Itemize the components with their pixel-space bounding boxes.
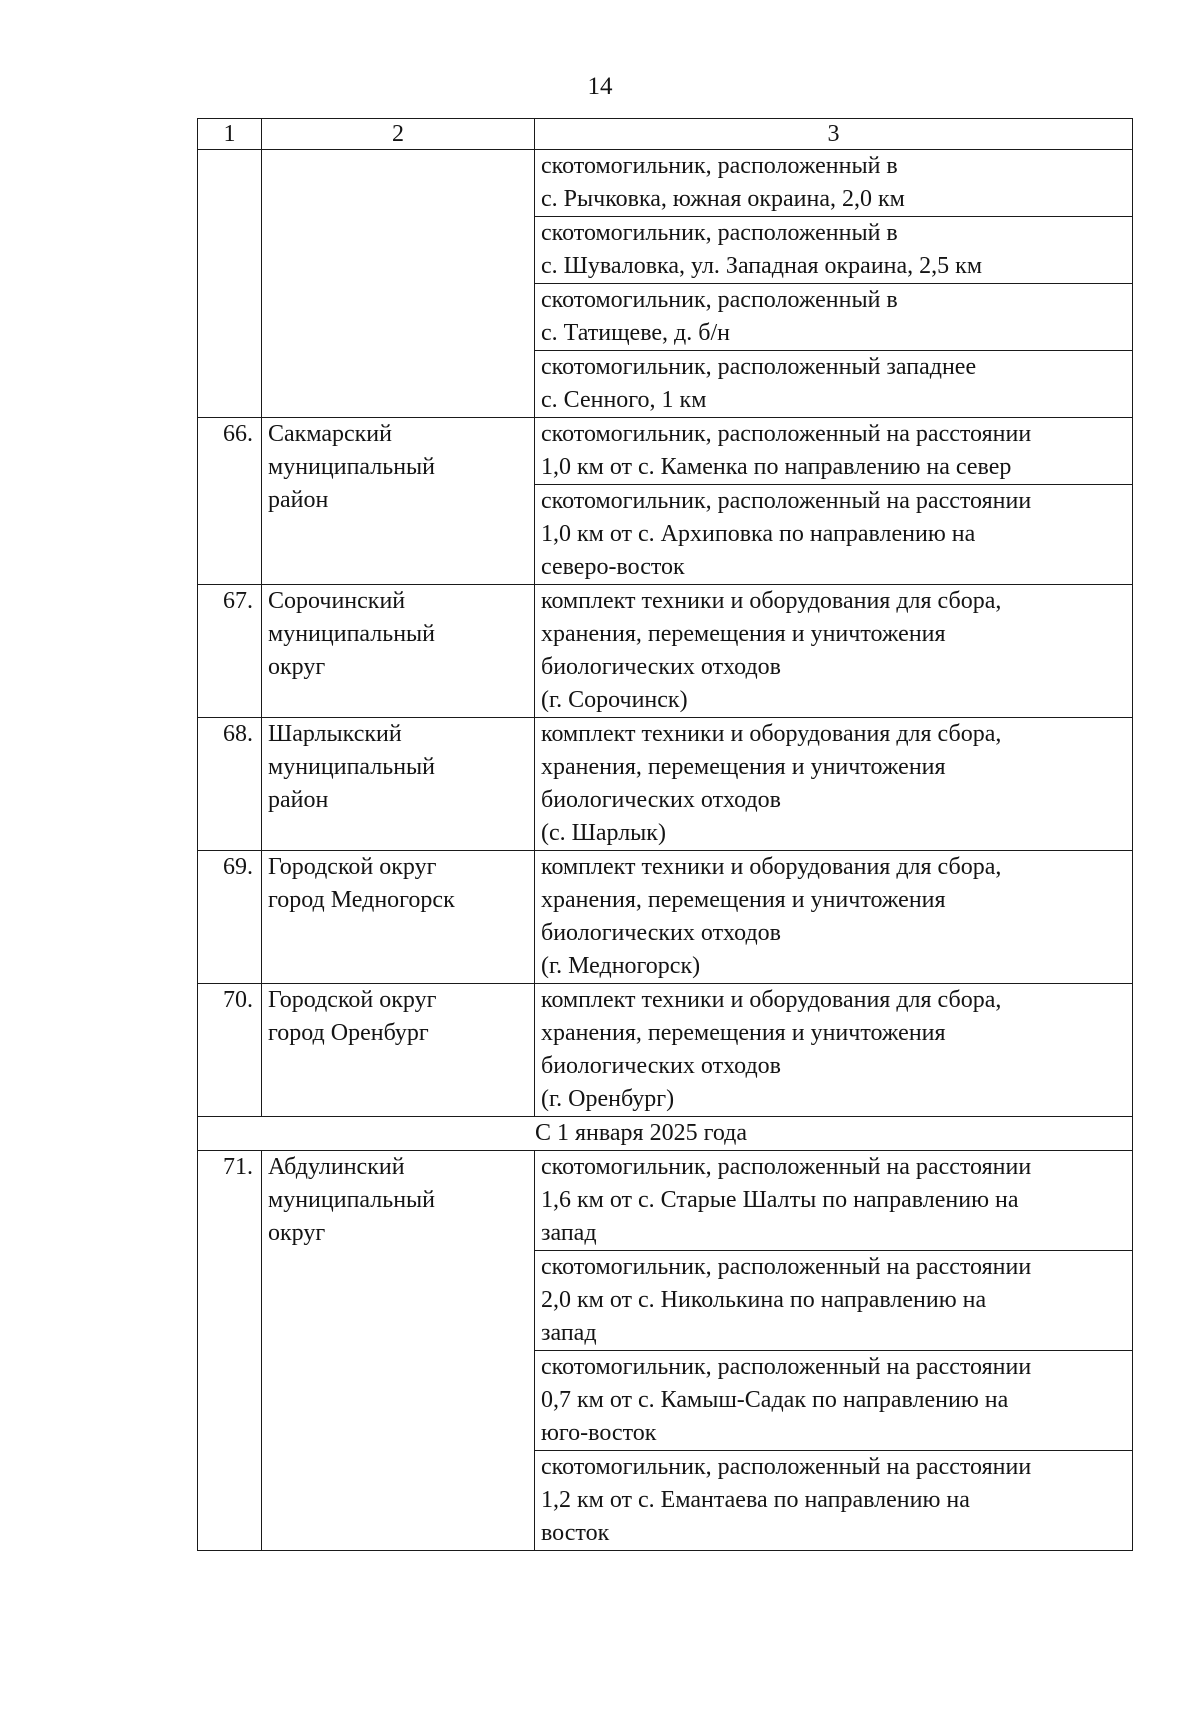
row-number-cell: 67. — [198, 585, 262, 718]
row-number-cell: 70. — [198, 984, 262, 1117]
district-cell: Городской округ город Медногорск — [262, 851, 535, 984]
table-row — [198, 718, 1133, 851]
table-row — [198, 851, 1133, 984]
facility-cell: скотомогильник, расположенный в с. Шуваловка, ул. Западная окраина, 2,5 км — [535, 217, 1133, 284]
column-header-2: 2 — [262, 119, 535, 150]
table-row — [198, 585, 1133, 718]
facility-cell: скотомогильник, расположенный на расстоянии 1,2 км от с. Емантаева по направлению на восток — [535, 1451, 1133, 1551]
facility-cell: скотомогильник, расположенный на расстоянии 0,7 км от с. Камыш-Садак по направлению на юго-восток — [535, 1351, 1133, 1451]
facility-cell: комплект техники и оборудования для сбора, хранения, перемещения и уничтожения биологических отходов (г. Оренбург) — [535, 984, 1133, 1117]
facility-cell: комплект техники и оборудования для сбора, хранения, перемещения и уничтожения биологических отходов (г. Сорочинск) — [535, 585, 1133, 718]
table-row — [198, 150, 1133, 217]
table-row — [198, 418, 1133, 485]
row-number-cell — [198, 150, 262, 418]
facility-cell: комплект техники и оборудования для сбора, хранения, перемещения и уничтожения биологических отходов (г. Медногорск) — [535, 851, 1133, 984]
facility-cell: скотомогильник, расположенный в с. Татищеве, д. б/н — [535, 284, 1133, 351]
facility-cell: скотомогильник, расположенный в с. Рычковка, южная окраина, 2,0 км — [535, 150, 1133, 217]
facility-cell: скотомогильник, расположенный на расстоянии 2,0 км от с. Николькина по направлению на запад — [535, 1251, 1133, 1351]
column-header-1: 1 — [198, 119, 262, 150]
table-header-row — [198, 119, 1133, 150]
facility-cell: скотомогильник, расположенный западнее с. Сенного, 1 км — [535, 351, 1133, 418]
facility-cell: скотомогильник, расположенный на расстоянии 1,0 км от с. Архиповка по направлению на северо-восток — [535, 485, 1133, 585]
facility-cell: скотомогильник, расположенный на расстоянии 1,0 км от с. Каменка по направлению на север — [535, 418, 1133, 485]
row-number-cell: 71. — [198, 1151, 262, 1551]
district-cell: Сорочинский муниципальный округ — [262, 585, 535, 718]
row-number-cell: 69. — [198, 851, 262, 984]
district-cell: Сакмарский муниципальный район — [262, 418, 535, 585]
district-cell: Шарлыкский муниципальный район — [262, 718, 535, 851]
row-number-cell: 68. — [198, 718, 262, 851]
section-heading: С 1 января 2025 года — [198, 1117, 1133, 1151]
section-heading-row — [198, 1117, 1133, 1151]
district-cell — [262, 150, 535, 418]
district-cell: Абдулинский муниципальный округ — [262, 1151, 535, 1551]
column-header-3: 3 — [535, 119, 1133, 150]
row-number-cell: 66. — [198, 418, 262, 585]
page-number: 14 — [587, 73, 613, 100]
animal-burial-sites-table — [197, 118, 1133, 1551]
table-row — [198, 984, 1133, 1117]
facility-cell: скотомогильник, расположенный на расстоянии 1,6 км от с. Старые Шалты по направлению на запад — [535, 1151, 1133, 1251]
district-cell: Городской округ город Оренбург — [262, 984, 535, 1117]
facility-cell: комплект техники и оборудования для сбора, хранения, перемещения и уничтожения биологических отходов (с. Шарлык) — [535, 718, 1133, 851]
table-row — [198, 1151, 1133, 1251]
